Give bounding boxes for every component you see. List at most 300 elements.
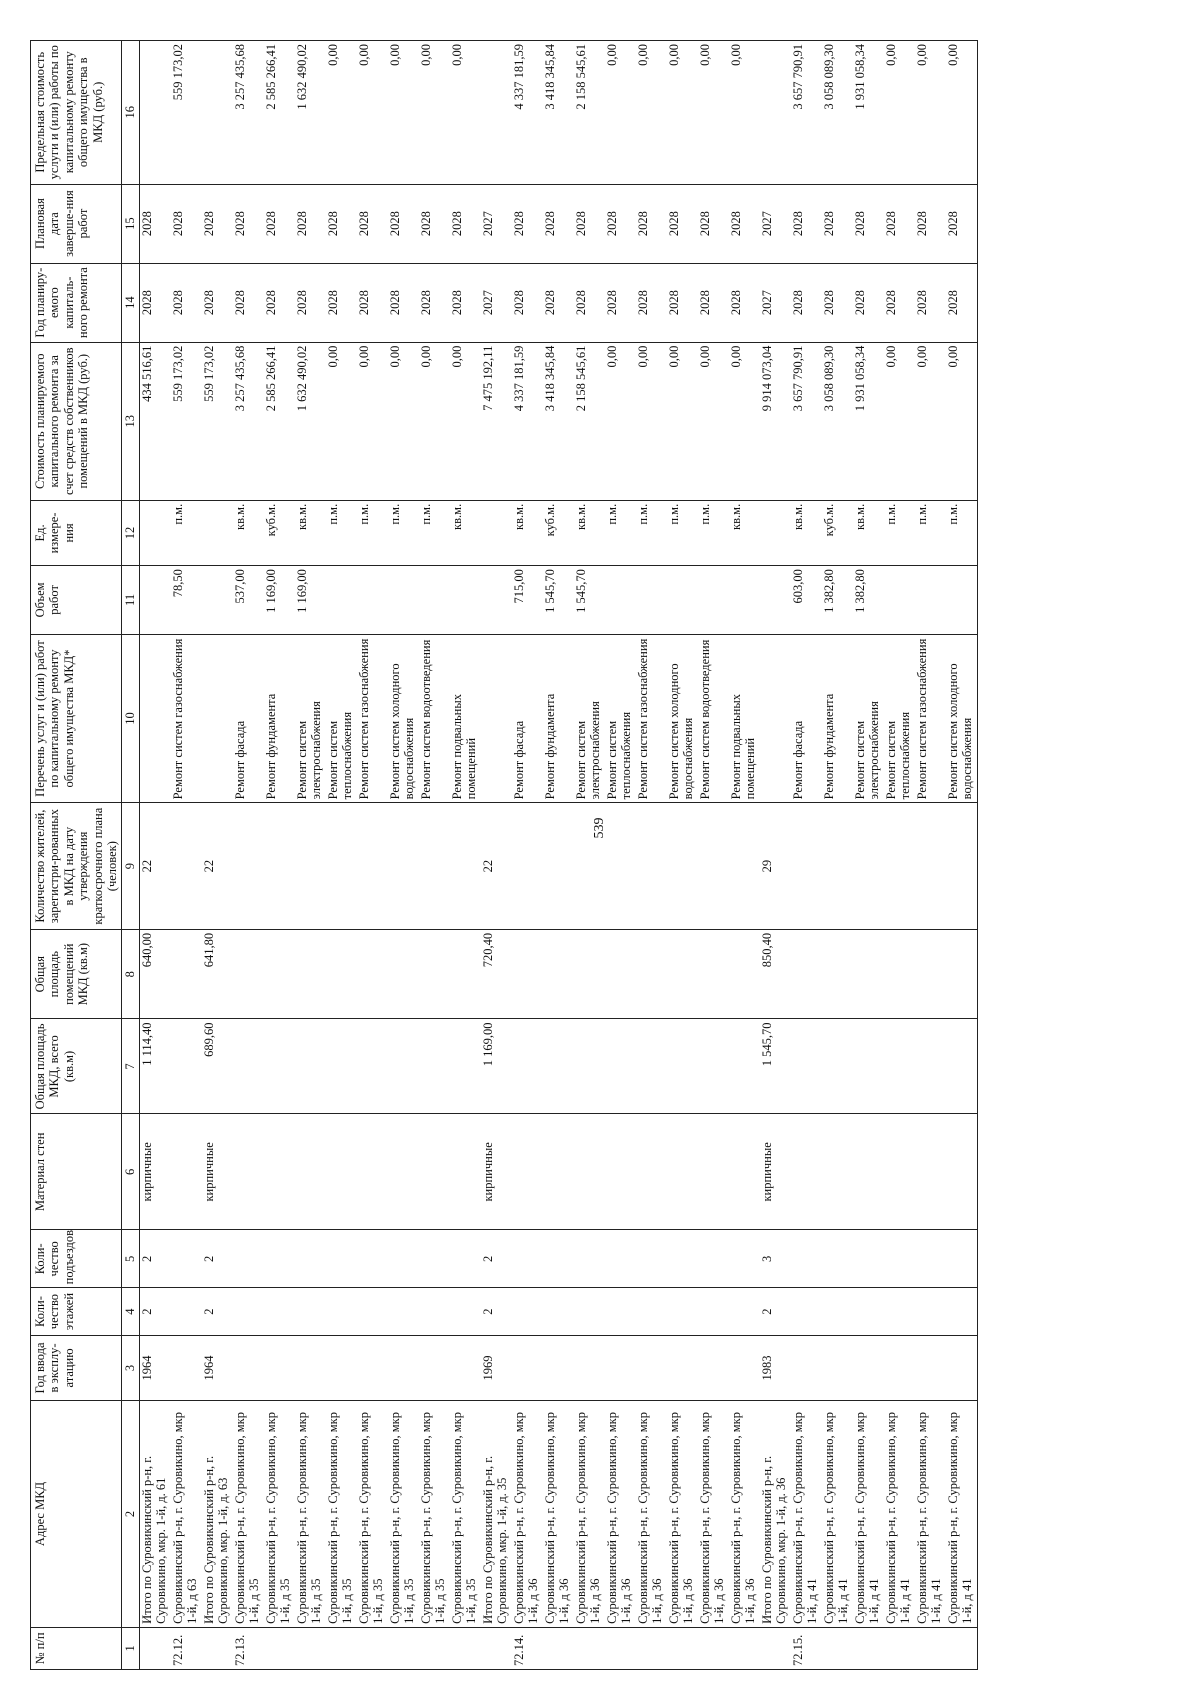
row-number xyxy=(884,1627,915,1669)
address-cell: Суровикинский р-н, г. Суровикино, мкр 1-й, д 36 xyxy=(512,1401,543,1628)
limit-cost-cell: 0,00 xyxy=(388,41,419,185)
repair-year-cell: 2028 xyxy=(636,263,667,342)
unit-cell: п.м. xyxy=(357,500,388,565)
floors-cell xyxy=(946,1288,978,1335)
rooms-area-cell xyxy=(636,929,667,1019)
address-cell: Суровикинский р-н, г. Суровикино, мкр 1-й, д 36 xyxy=(605,1401,636,1628)
work-volume-cell xyxy=(326,566,357,635)
table-row xyxy=(419,41,450,1670)
floors-cell xyxy=(729,1288,760,1335)
header-cell: Предельная стоимость услуги и (или) работы по капитальному ремонту общего имущества в МКД (руб.) xyxy=(31,41,122,185)
unit-cell: кв.м. xyxy=(791,500,822,565)
work-volume-cell: 1 169,00 xyxy=(295,566,326,635)
year-built-cell xyxy=(357,1335,388,1400)
repair-year-cell: 2028 xyxy=(264,263,295,342)
work-volume-cell xyxy=(667,566,698,635)
table-row xyxy=(512,41,543,1670)
residents-cell xyxy=(171,803,202,930)
column-number: 2 xyxy=(122,1401,139,1628)
total-area-cell xyxy=(264,1019,295,1114)
repair-year-cell: 2028 xyxy=(915,263,946,342)
total-area-cell xyxy=(791,1019,822,1114)
residents-cell xyxy=(543,803,574,930)
floors-cell xyxy=(791,1288,822,1335)
planned-cost-cell: 0,00 xyxy=(946,342,978,500)
residents-cell xyxy=(326,803,357,930)
header-cell: Коли-чество подъездов xyxy=(31,1230,122,1288)
work-type-cell: Ремонт систем электроснабжения xyxy=(574,634,605,803)
entrances-cell xyxy=(512,1230,543,1288)
unit-cell: п.м. xyxy=(326,500,357,565)
repair-year-cell: 2027 xyxy=(760,263,791,342)
header-cell: Адрес МКД xyxy=(31,1401,122,1628)
completion-date-cell: 2028 xyxy=(388,184,419,263)
work-type-cell xyxy=(760,634,791,803)
table-row xyxy=(295,41,326,1670)
address-cell: Суровикинский р-н, г. Суровикино, мкр 1-й, д 35 xyxy=(450,1401,481,1628)
planned-cost-cell: 559 173,02 xyxy=(171,342,202,500)
limit-cost-cell xyxy=(481,41,512,185)
unit-cell: п.м. xyxy=(636,500,667,565)
wall-material-cell xyxy=(667,1114,698,1230)
column-number: 13 xyxy=(122,342,139,500)
work-type-cell: Ремонт фундамента xyxy=(822,634,853,803)
planned-cost-cell: 0,00 xyxy=(357,342,388,500)
unit-cell xyxy=(760,500,791,565)
repair-year-cell: 2028 xyxy=(357,263,388,342)
row-number: 72.12. xyxy=(171,1627,202,1669)
floors-cell xyxy=(264,1288,295,1335)
completion-date-cell: 2028 xyxy=(605,184,636,263)
table-row xyxy=(760,41,791,1670)
repair-year-cell: 2028 xyxy=(388,263,419,342)
repair-year-cell: 2028 xyxy=(171,263,202,342)
header-cell: Объем работ xyxy=(31,566,122,635)
entrances-cell xyxy=(729,1230,760,1288)
column-number: 16 xyxy=(122,41,139,185)
entrances-cell xyxy=(605,1230,636,1288)
entrances-cell xyxy=(667,1230,698,1288)
row-number xyxy=(481,1627,512,1669)
limit-cost-cell: 2 585 266,41 xyxy=(264,41,295,185)
unit-cell: п.м. xyxy=(388,500,419,565)
wall-material-cell: кирпичные xyxy=(139,1114,171,1230)
table-row xyxy=(791,41,822,1670)
total-area-cell xyxy=(605,1019,636,1114)
limit-cost-cell: 3 257 435,68 xyxy=(233,41,264,185)
row-number xyxy=(450,1627,481,1669)
repair-year-cell: 2028 xyxy=(605,263,636,342)
work-volume-cell xyxy=(388,566,419,635)
residents-cell xyxy=(512,803,543,930)
planned-cost-cell: 1 632 490,02 xyxy=(295,342,326,500)
unit-cell xyxy=(139,500,171,565)
year-built-cell xyxy=(450,1335,481,1400)
completion-date-cell: 2028 xyxy=(822,184,853,263)
total-area-cell: 1 114,40 xyxy=(139,1019,171,1114)
table-row xyxy=(636,41,667,1670)
work-volume-cell xyxy=(636,566,667,635)
unit-cell: куб.м. xyxy=(822,500,853,565)
limit-cost-cell xyxy=(202,41,233,185)
floors-cell xyxy=(915,1288,946,1335)
address-cell: Суровикинский р-н, г. Суровикино, мкр 1-й, д 36 xyxy=(729,1401,760,1628)
total-area-cell xyxy=(543,1019,574,1114)
table-row xyxy=(326,41,357,1670)
completion-date-cell: 2028 xyxy=(853,184,884,263)
header-cell: № п/п xyxy=(31,1627,122,1669)
planned-cost-cell: 9 914 073,04 xyxy=(760,342,791,500)
row-number xyxy=(760,1627,791,1669)
completion-date-cell: 2028 xyxy=(729,184,760,263)
completion-date-cell: 2028 xyxy=(636,184,667,263)
repair-year-cell: 2028 xyxy=(574,263,605,342)
work-volume-cell xyxy=(698,566,729,635)
floors-cell xyxy=(233,1288,264,1335)
planned-cost-cell: 559 173,02 xyxy=(202,342,233,500)
work-type-cell: Ремонт систем холодного водоснабжения xyxy=(946,634,978,803)
residents-cell xyxy=(822,803,853,930)
planned-cost-cell: 3 257 435,68 xyxy=(233,342,264,500)
unit-cell: п.м. xyxy=(884,500,915,565)
unit-cell: кв.м. xyxy=(450,500,481,565)
rooms-area-cell xyxy=(822,929,853,1019)
work-type-cell: Ремонт систем водоотведения xyxy=(698,634,729,803)
rooms-area-cell xyxy=(233,929,264,1019)
residents-cell xyxy=(388,803,419,930)
completion-date-cell: 2028 xyxy=(698,184,729,263)
total-area-cell xyxy=(915,1019,946,1114)
row-number xyxy=(543,1627,574,1669)
year-built-cell xyxy=(233,1335,264,1400)
residents-cell: 22 xyxy=(202,803,233,930)
wall-material-cell xyxy=(171,1114,202,1230)
year-built-cell xyxy=(295,1335,326,1400)
unit-cell: кв.м. xyxy=(853,500,884,565)
total-area-cell xyxy=(171,1019,202,1114)
year-built-cell xyxy=(326,1335,357,1400)
completion-date-cell: 2028 xyxy=(884,184,915,263)
unit-cell xyxy=(202,500,233,565)
total-area-cell xyxy=(667,1019,698,1114)
row-number xyxy=(605,1627,636,1669)
planned-cost-cell: 0,00 xyxy=(698,342,729,500)
table-row xyxy=(884,41,915,1670)
row-number xyxy=(574,1627,605,1669)
limit-cost-cell: 1 931 058,34 xyxy=(853,41,884,185)
table-row xyxy=(233,41,264,1670)
total-area-cell xyxy=(729,1019,760,1114)
planned-cost-cell: 0,00 xyxy=(667,342,698,500)
table-row xyxy=(139,41,171,1670)
entrances-cell xyxy=(946,1230,978,1288)
work-volume-cell xyxy=(915,566,946,635)
planned-cost-cell: 434 516,61 xyxy=(139,342,171,500)
column-number: 1 xyxy=(122,1627,139,1669)
work-type-cell: Ремонт систем теплоснабжения xyxy=(884,634,915,803)
rooms-area-cell xyxy=(946,929,978,1019)
planned-cost-cell: 3 058 089,30 xyxy=(822,342,853,500)
total-area-cell xyxy=(233,1019,264,1114)
header-row xyxy=(31,41,122,1670)
residents-cell xyxy=(450,803,481,930)
limit-cost-cell: 0,00 xyxy=(946,41,978,185)
row-number xyxy=(357,1627,388,1669)
work-type-cell: Ремонт систем холодного водоснабжения xyxy=(667,634,698,803)
wall-material-cell xyxy=(574,1114,605,1230)
address-cell: Суровикинский р-н, г. Суровикино, мкр 1-й, д 35 xyxy=(357,1401,388,1628)
completion-date-cell: 2028 xyxy=(326,184,357,263)
column-number: 8 xyxy=(122,929,139,1019)
address-cell: Суровикинский р-н, г. Суровикино, мкр 1-й, д 35 xyxy=(326,1401,357,1628)
table-body xyxy=(139,41,977,1670)
page-number: 539 xyxy=(592,817,607,839)
row-number xyxy=(295,1627,326,1669)
work-type-cell: Ремонт фасада xyxy=(791,634,822,803)
work-type-cell: Ремонт подвальных помещений xyxy=(729,634,760,803)
table-row xyxy=(605,41,636,1670)
year-built-cell xyxy=(729,1335,760,1400)
address-cell: Суровикинский р-н, г. Суровикино, мкр 1-й, д 35 xyxy=(233,1401,264,1628)
column-number: 12 xyxy=(122,500,139,565)
table-row xyxy=(388,41,419,1670)
address-cell: Суровикинский р-н, г. Суровикино, мкр 1-й, д 36 xyxy=(636,1401,667,1628)
row-number: 72.13. xyxy=(233,1627,264,1669)
work-volume-cell: 537,00 xyxy=(233,566,264,635)
floors-cell: 2 xyxy=(202,1288,233,1335)
address-cell: Суровикинский р-н, г. Суровикино, мкр 1-й, д 41 xyxy=(822,1401,853,1628)
unit-cell: п.м. xyxy=(171,500,202,565)
year-built-cell: 1969 xyxy=(481,1335,512,1400)
work-type-cell: Ремонт систем газоснабжения xyxy=(357,634,388,803)
rooms-area-cell: 641,80 xyxy=(202,929,233,1019)
limit-cost-cell xyxy=(760,41,791,185)
year-built-cell: 1983 xyxy=(760,1335,791,1400)
floors-cell xyxy=(512,1288,543,1335)
column-number: 6 xyxy=(122,1114,139,1230)
entrances-cell xyxy=(357,1230,388,1288)
address-cell: Суровикинский р-н, г. Суровикино, мкр 1-й, д 41 xyxy=(791,1401,822,1628)
planned-cost-cell: 3 418 345,84 xyxy=(543,342,574,500)
work-volume-cell xyxy=(605,566,636,635)
residents-cell xyxy=(791,803,822,930)
limit-cost-cell: 0,00 xyxy=(729,41,760,185)
entrances-cell xyxy=(884,1230,915,1288)
residents-cell xyxy=(698,803,729,930)
planned-cost-cell: 2 585 266,41 xyxy=(264,342,295,500)
floors-cell xyxy=(667,1288,698,1335)
header-cell: Плановая дата заверше-ния работ xyxy=(31,184,122,263)
residents-cell xyxy=(884,803,915,930)
repair-year-cell: 2028 xyxy=(667,263,698,342)
residents-cell: 29 xyxy=(760,803,791,930)
address-cell: Суровикинский р-н, г. Суровикино, мкр 1-й, д 41 xyxy=(853,1401,884,1628)
repair-year-cell: 2027 xyxy=(481,263,512,342)
wall-material-cell xyxy=(388,1114,419,1230)
work-type-cell: Ремонт систем газоснабжения xyxy=(171,634,202,803)
row-number xyxy=(729,1627,760,1669)
wall-material-cell xyxy=(915,1114,946,1230)
work-type-cell xyxy=(139,634,171,803)
table-row xyxy=(667,41,698,1670)
rooms-area-cell xyxy=(450,929,481,1019)
residents-cell xyxy=(636,803,667,930)
address-cell: Суровикинский р-н, г. Суровикино, мкр 1-й, д 36 xyxy=(574,1401,605,1628)
column-number: 7 xyxy=(122,1019,139,1114)
entrances-cell: 2 xyxy=(139,1230,171,1288)
entrances-cell: 2 xyxy=(481,1230,512,1288)
wall-material-cell xyxy=(822,1114,853,1230)
table-row xyxy=(171,41,202,1670)
rooms-area-cell: 640,00 xyxy=(139,929,171,1019)
repair-year-cell: 2028 xyxy=(139,263,171,342)
rooms-area-cell xyxy=(605,929,636,1019)
table-row xyxy=(574,41,605,1670)
address-cell: Суровикинский р-н, г. Суровикино, мкр 1-й, д 41 xyxy=(946,1401,978,1628)
work-volume-cell xyxy=(450,566,481,635)
row-number xyxy=(636,1627,667,1669)
total-area-cell: 1 169,00 xyxy=(481,1019,512,1114)
repair-year-cell: 2028 xyxy=(202,263,233,342)
entrances-cell xyxy=(419,1230,450,1288)
table-row xyxy=(915,41,946,1670)
completion-date-cell: 2028 xyxy=(946,184,978,263)
work-type-cell xyxy=(481,634,512,803)
work-volume-cell: 78,50 xyxy=(171,566,202,635)
work-volume-cell: 1 545,70 xyxy=(574,566,605,635)
entrances-cell xyxy=(388,1230,419,1288)
rooms-area-cell xyxy=(853,929,884,1019)
row-number: 72.15. xyxy=(791,1627,822,1669)
year-built-cell xyxy=(884,1335,915,1400)
completion-date-cell: 2028 xyxy=(202,184,233,263)
work-type-cell: Ремонт систем электроснабжения xyxy=(853,634,884,803)
year-built-cell xyxy=(543,1335,574,1400)
unit-cell: кв.м. xyxy=(233,500,264,565)
floors-cell xyxy=(357,1288,388,1335)
work-volume-cell xyxy=(357,566,388,635)
repair-year-cell: 2028 xyxy=(884,263,915,342)
residents-cell xyxy=(264,803,295,930)
completion-date-cell: 2028 xyxy=(667,184,698,263)
header-cell: Материал стен xyxy=(31,1114,122,1230)
year-built-cell xyxy=(946,1335,978,1400)
work-type-cell: Ремонт систем водоотведения xyxy=(419,634,450,803)
wall-material-cell xyxy=(233,1114,264,1230)
address-cell: Суровикинский р-н, г. Суровикино, мкр 1-й, д 35 xyxy=(388,1401,419,1628)
planned-cost-cell: 0,00 xyxy=(884,342,915,500)
entrances-cell xyxy=(264,1230,295,1288)
floors-cell: 2 xyxy=(760,1288,791,1335)
repair-year-cell: 2028 xyxy=(822,263,853,342)
limit-cost-cell: 0,00 xyxy=(698,41,729,185)
residents-cell xyxy=(295,803,326,930)
repair-year-cell: 2028 xyxy=(543,263,574,342)
address-cell: Суровикинский р-н, г. Суровикино, мкр 1-й, д 36 xyxy=(543,1401,574,1628)
work-volume-cell xyxy=(946,566,978,635)
residents-cell xyxy=(667,803,698,930)
rooms-area-cell xyxy=(791,929,822,1019)
limit-cost-cell: 3 657 790,91 xyxy=(791,41,822,185)
unit-cell: куб.м. xyxy=(543,500,574,565)
wall-material-cell xyxy=(698,1114,729,1230)
year-built-cell xyxy=(574,1335,605,1400)
table-row xyxy=(729,41,760,1670)
year-built-cell: 1964 xyxy=(202,1335,233,1400)
row-number xyxy=(946,1627,978,1669)
residents-cell xyxy=(946,803,978,930)
row-number xyxy=(388,1627,419,1669)
address-cell: Суровикинский р-н, г. Суровикино, мкр 1-й, д 35 xyxy=(264,1401,295,1628)
rooms-area-cell xyxy=(667,929,698,1019)
rooms-area-cell xyxy=(574,929,605,1019)
limit-cost-cell: 0,00 xyxy=(636,41,667,185)
wall-material-cell xyxy=(512,1114,543,1230)
column-number: 5 xyxy=(122,1230,139,1288)
table-row xyxy=(202,41,233,1670)
wall-material-cell xyxy=(729,1114,760,1230)
total-area-cell xyxy=(450,1019,481,1114)
rooms-area-cell xyxy=(698,929,729,1019)
residents-cell xyxy=(729,803,760,930)
limit-cost-cell: 4 337 181,59 xyxy=(512,41,543,185)
completion-date-cell: 2027 xyxy=(481,184,512,263)
total-area-cell xyxy=(357,1019,388,1114)
year-built-cell xyxy=(822,1335,853,1400)
wall-material-cell: кирпичные xyxy=(202,1114,233,1230)
completion-date-cell: 2028 xyxy=(915,184,946,263)
entrances-cell xyxy=(326,1230,357,1288)
work-type-cell: Ремонт систем газоснабжения xyxy=(915,634,946,803)
floors-cell: 2 xyxy=(481,1288,512,1335)
year-built-cell xyxy=(419,1335,450,1400)
row-number xyxy=(326,1627,357,1669)
wall-material-cell xyxy=(450,1114,481,1230)
wall-material-cell xyxy=(946,1114,978,1230)
total-area-cell xyxy=(419,1019,450,1114)
completion-date-cell: 2027 xyxy=(760,184,791,263)
year-built-cell xyxy=(853,1335,884,1400)
rooms-area-cell xyxy=(543,929,574,1019)
table-row xyxy=(450,41,481,1670)
address-cell: Итого по Суровикинский р-н, г. Суровикино, мкр. 1-й, д. 36 xyxy=(760,1401,791,1628)
repair-year-cell: 2028 xyxy=(853,263,884,342)
total-area-cell xyxy=(295,1019,326,1114)
unit-cell: кв.м. xyxy=(512,500,543,565)
year-built-cell xyxy=(264,1335,295,1400)
row-number xyxy=(419,1627,450,1669)
planned-cost-cell: 4 337 181,59 xyxy=(512,342,543,500)
work-type-cell: Ремонт систем теплоснабжения xyxy=(326,634,357,803)
work-type-cell: Ремонт систем холодного водоснабжения xyxy=(388,634,419,803)
residents-cell xyxy=(605,803,636,930)
address-cell: Суровикинский р-н, г. Суровикино, мкр 1-й, д 41 xyxy=(915,1401,946,1628)
total-area-cell xyxy=(822,1019,853,1114)
column-number: 15 xyxy=(122,184,139,263)
repair-year-cell: 2028 xyxy=(419,263,450,342)
total-area-cell: 1 545,70 xyxy=(760,1019,791,1114)
address-cell: Итого по Суровикинский р-н, г. Суровикино, мкр. 1-й, д. 35 xyxy=(481,1401,512,1628)
planned-cost-cell: 0,00 xyxy=(419,342,450,500)
entrances-cell: 3 xyxy=(760,1230,791,1288)
year-built-cell xyxy=(915,1335,946,1400)
wall-material-cell xyxy=(326,1114,357,1230)
year-built-cell xyxy=(636,1335,667,1400)
residents-cell xyxy=(915,803,946,930)
limit-cost-cell: 559 173,02 xyxy=(171,41,202,185)
planned-cost-cell: 0,00 xyxy=(605,342,636,500)
repair-year-cell: 2028 xyxy=(450,263,481,342)
